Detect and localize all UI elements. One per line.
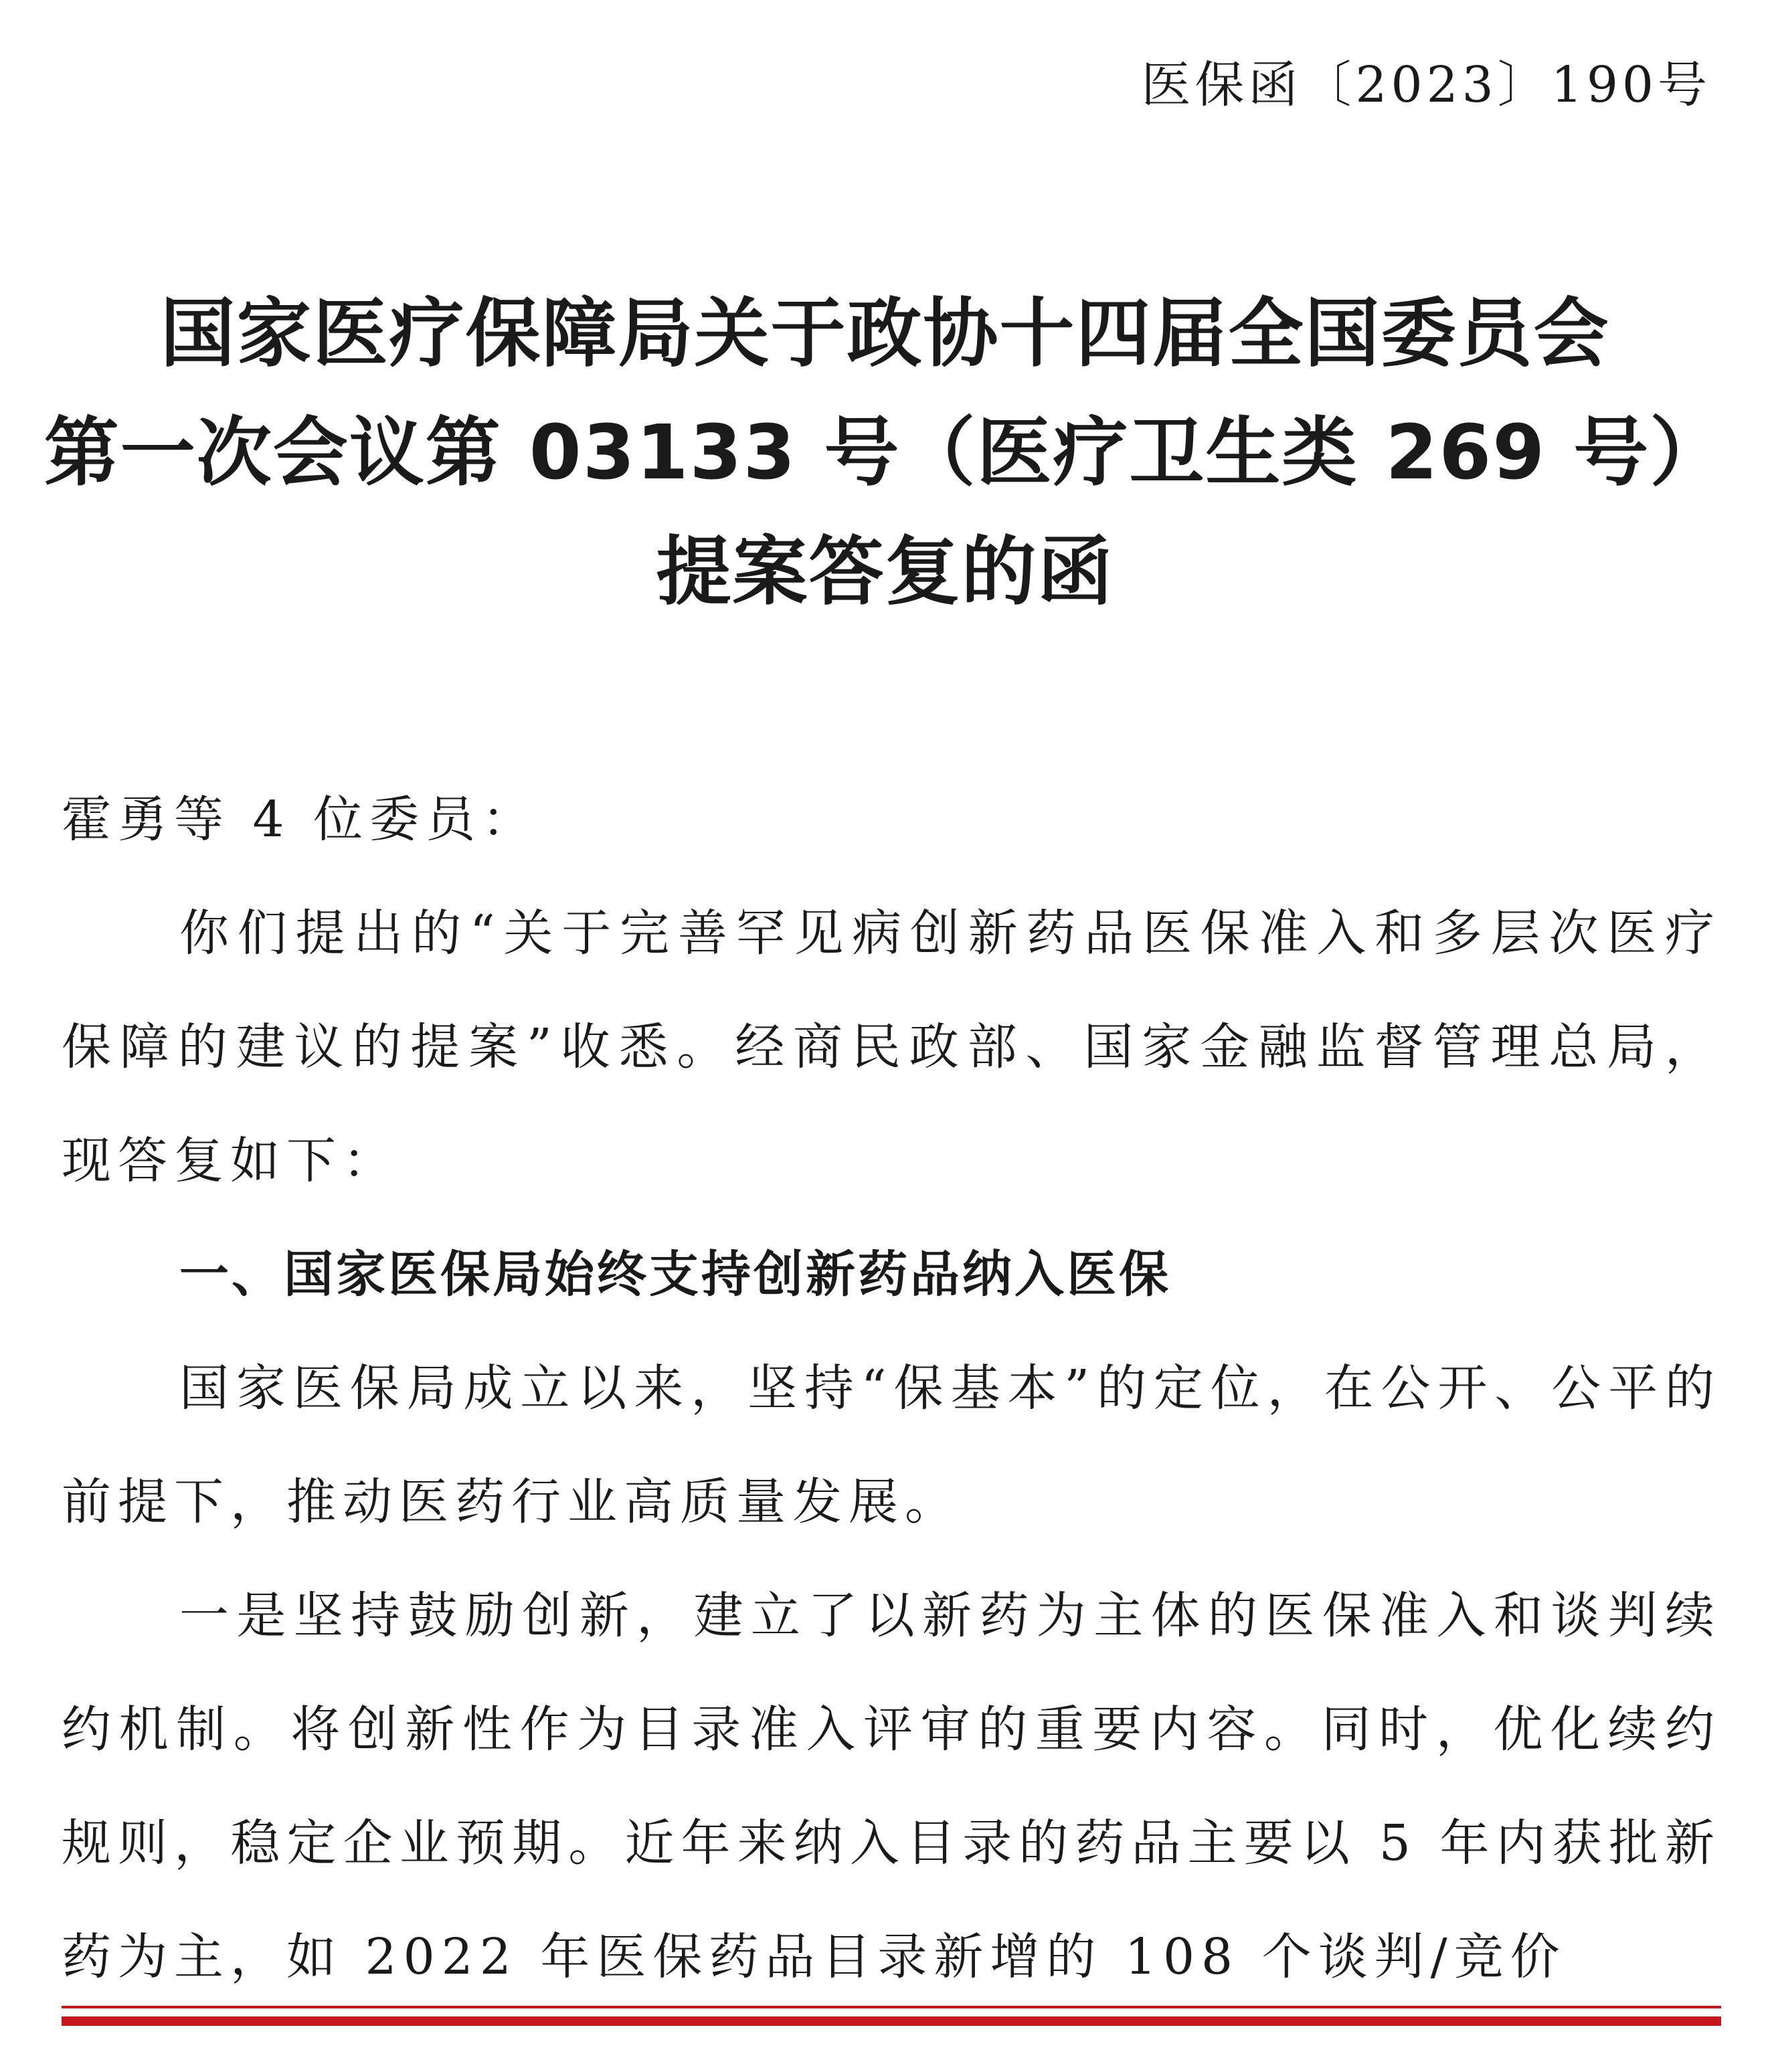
title-line-3: 提案答复的函 [656,529,1114,616]
document-body [62,763,1721,2014]
section-1-paragraph-1: 国家医保局成立以来，坚持“保基本”的定位，在公开、公平的前提下，推动医药行业高质量发展。 [62,1359,1721,1531]
section-1-paragraph-2: 一是坚持鼓励创新，建立了以新药为主体的医保准入和谈判续约机制。将创新性作为目录准入评审的重要内容。同时，优化续约规则，稳定企业预期。近年来纳入目录的药品主要以 5 年内获批新药为主，如 2022 年医保药品目录新增的 108 个谈判/竞价 [62,1587,1721,1986]
document-title [0,274,1770,632]
intro-paragraph: 你们提出的“关于完善罕见病创新药品医保准入和多层次医疗保障的建议的提案”收悉。经商民政部、国家金融监督管理总局，现答复如下： [62,905,1721,1190]
title-line-2: 第一次会议第 03133 号（医疗卫生类 269 号） [43,409,1727,496]
footer-red-rule-thick [62,2016,1721,2026]
title-line-1: 国家医疗保障局关于政协十四届全国委员会 [160,290,1610,377]
salutation: 霍勇等 4 位委员： [62,791,539,848]
document-number: 医保函〔2023〕190号 [1141,56,1711,114]
section-heading-1: 一、国家医保局始终支持创新药品纳入医保 [179,1246,1171,1303]
footer-red-rule-thin [62,2006,1721,2008]
